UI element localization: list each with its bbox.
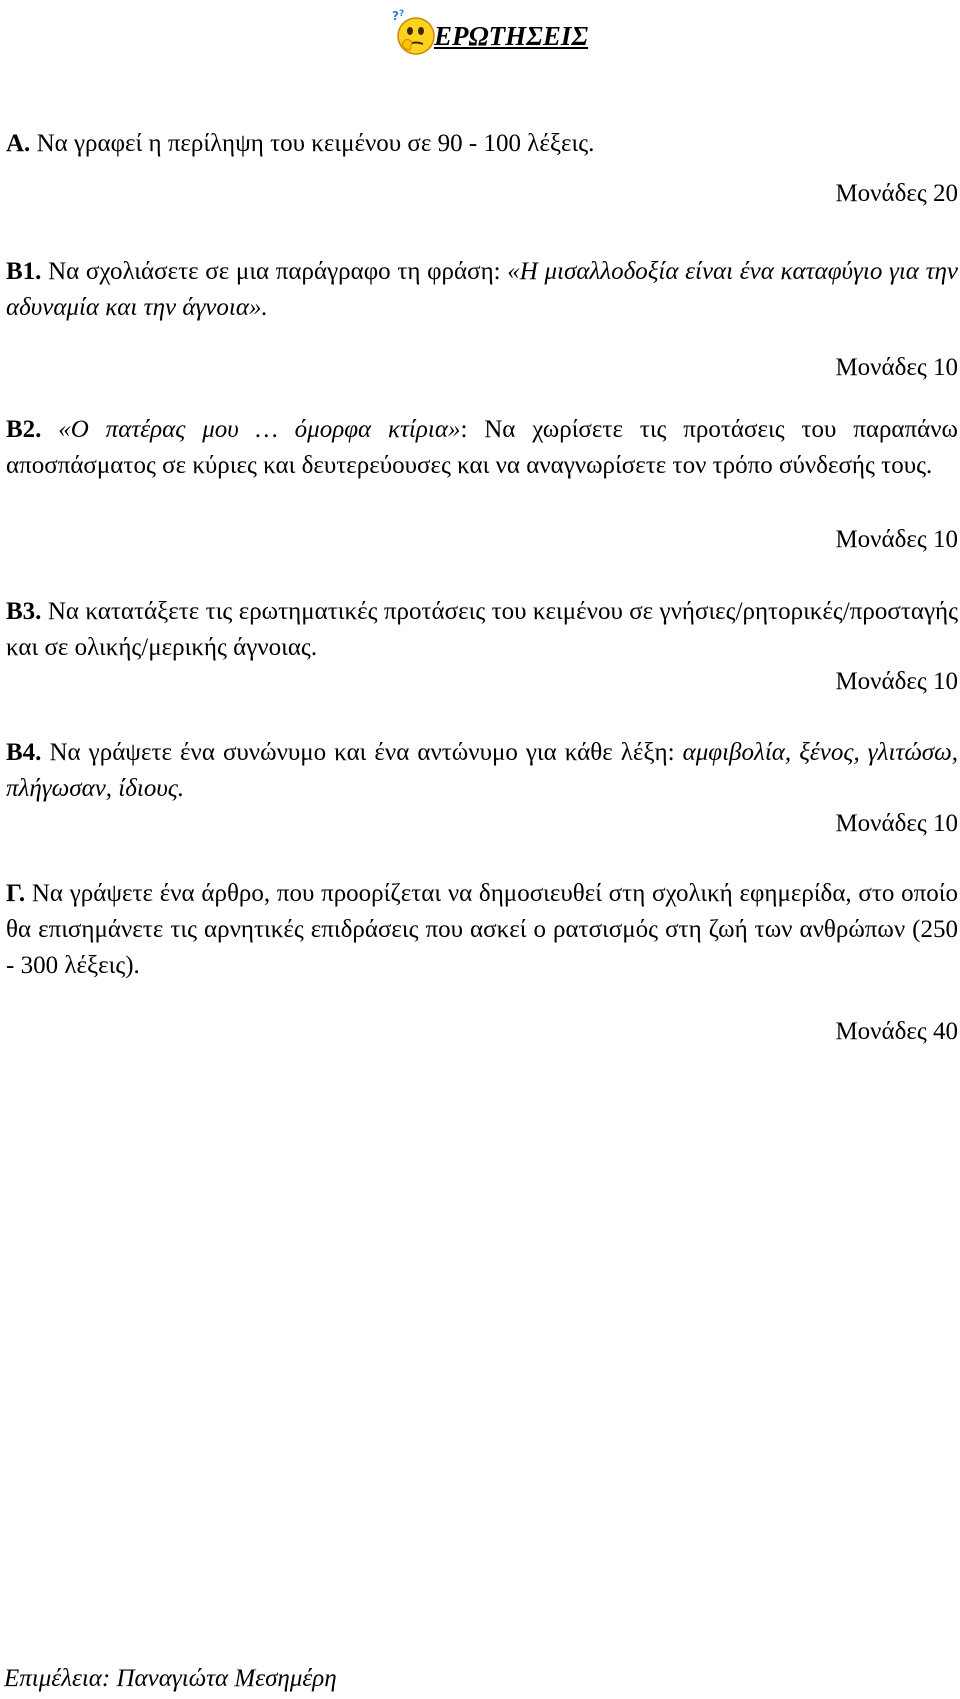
question-label: Α.: [6, 130, 31, 157]
thinking-smiley-icon: [390, 6, 438, 56]
question-label: Β3.: [6, 598, 42, 625]
svg-text:?: ?: [392, 9, 399, 23]
question-quote: «Η μισαλλοδοξία είναι ένα καταφύγιο για την αδυναμία και την άγνοια».: [6, 258, 959, 321]
question-text: : Να χωρίσετε τις προτάσεις του παραπάνω αποσπάσματος σε κύριες και δευτερεύουσες και να αναγνωρίσετε τον τρόπο σύνδεσής τους.: [6, 416, 959, 479]
page-header: [390, 6, 588, 56]
question-text: Να σχολιάσετε σε μια παράγραφο τη φράση:: [48, 258, 501, 285]
question-text: Να γράψετε ένα συνώνυμο και ένα αντώνυμο για κάθε λέξη:: [49, 739, 675, 766]
question-text: Να γραφεί η περίληψη του κειμένου σε 90 - 100 λέξεις.: [36, 130, 595, 157]
question-b3: [6, 594, 958, 666]
points-label: Μονάδες 10: [835, 354, 958, 381]
question-label: Β2.: [6, 416, 42, 443]
points-label: Μονάδες 40: [835, 1018, 958, 1045]
question-b1: [6, 254, 958, 326]
question-text: Να κατατάξετε τις ερωτηματικές προτάσεις του κειμένου σε γνήσιες/ρητορικές/προσταγής και σε ολικής/μερικής άγνοιας.: [6, 598, 958, 661]
question-b4: [6, 735, 958, 807]
question-b2: [6, 412, 958, 484]
points-label: Μονάδες 10: [835, 810, 958, 837]
question-label: Β4.: [6, 739, 42, 766]
points-label: Μονάδες 10: [835, 668, 958, 695]
footer-credit: Επιμέλεια: Παναγιώτα Μεσημέρη: [4, 1665, 337, 1692]
question-c: [6, 876, 958, 984]
question-a: [6, 126, 958, 162]
question-text: Να γράψετε ένα άρθρο, που προορίζεται να δημοσιευθεί στη σχολική εφημερίδα, στο οποίο θα επισημάνετε τις αρνητικές επιδράσεις που ασκεί ο ρατσισμός στη ζωή των ανθρώπων (250 - 300 λέξεις).: [6, 880, 958, 979]
question-label: Β1.: [6, 258, 42, 285]
points-label: Μονάδες 10: [835, 526, 958, 553]
question-quote: «Ο πατέρας μου … όμορφα κτίρια»: [58, 416, 461, 443]
svg-text:?: ?: [399, 9, 405, 19]
question-words: αμφιβολία, ξένος, γλιτώσω, πλήγωσαν, ίδιους.: [6, 739, 959, 802]
points-label: Μονάδες 20: [835, 180, 958, 207]
page-title: ΕΡΩΤΗΣΕΙΣ: [434, 21, 589, 51]
question-label: Γ.: [6, 880, 26, 907]
